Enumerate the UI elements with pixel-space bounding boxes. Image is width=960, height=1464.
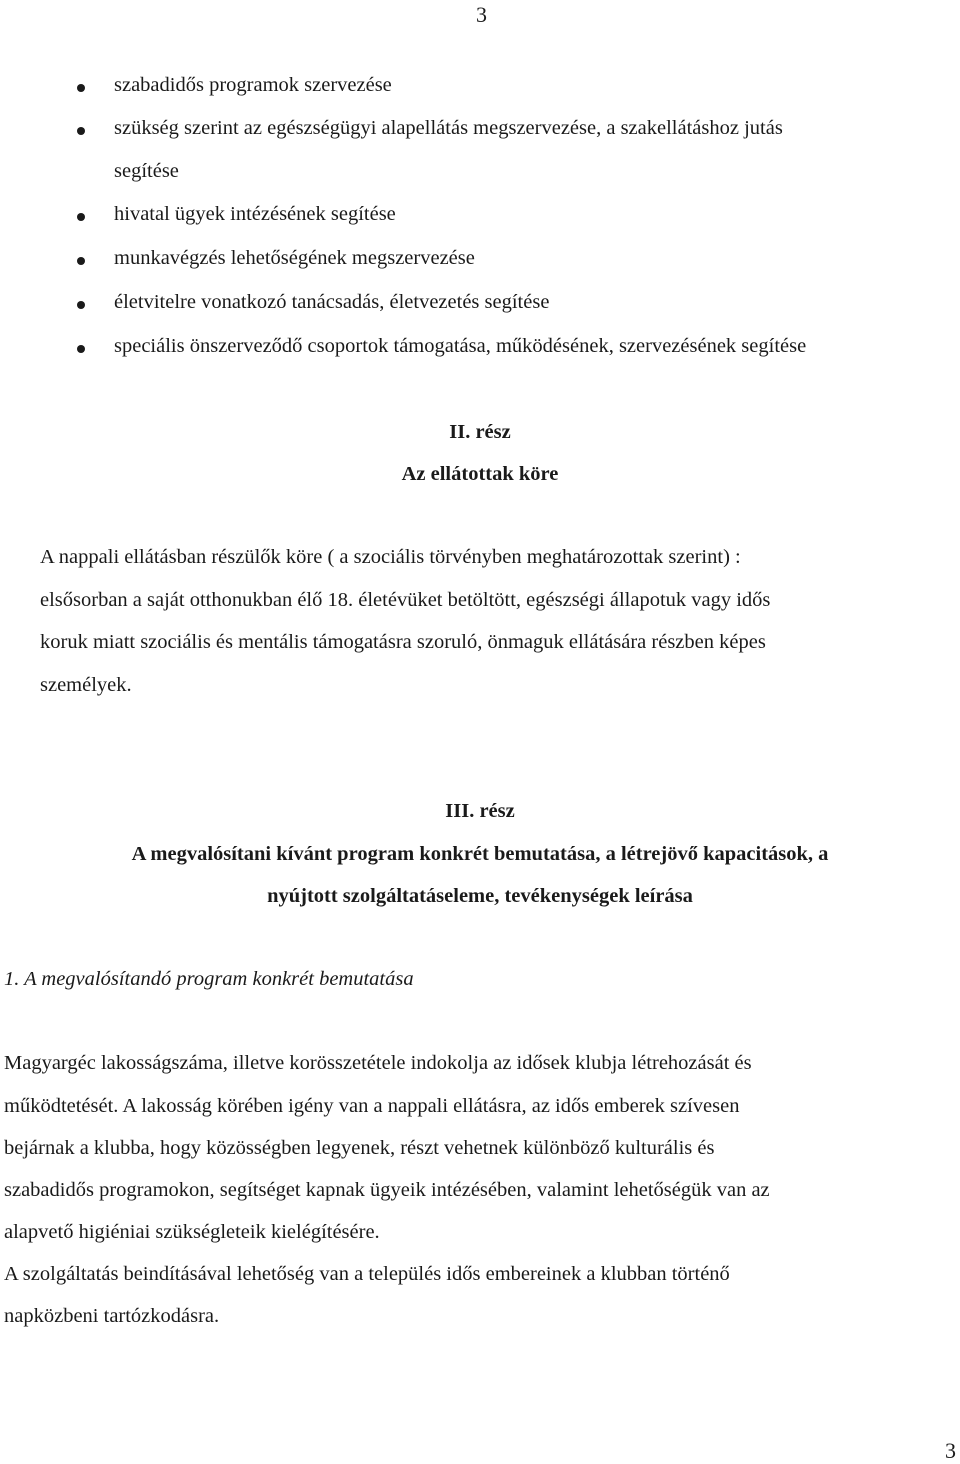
section-3-number: III. rész: [445, 800, 515, 822]
list-item-text: életvitelre vonatkozó tanácsadás, életvezetés segítése: [114, 291, 550, 313]
list-item-text: szabadidős programok szervezése: [114, 74, 392, 96]
section-3-title-line: A megvalósítani kívánt program konkrét bemutatása, a létrejövő kapacitások, a: [131, 843, 829, 865]
list-item-text: segítése: [114, 160, 179, 182]
list-item-text: szükség szerint az egészségügyi alapellátás megszervezése, a szakellátáshoz jutás: [114, 117, 783, 139]
bullet-icon: [77, 127, 85, 135]
bullet-icon: [77, 345, 85, 353]
paragraph-line: Magyargéc lakosságszáma, illetve korösszetétele indokolja az idősek klubja létrehozását és: [4, 1052, 752, 1074]
subsection-heading: 1. A megvalósítandó program konkrét bemutatása: [4, 968, 414, 990]
paragraph-line: elsősorban a saját otthonukban élő 18. életévüket betöltött, egészségi állapotuk vagy idős: [40, 589, 771, 611]
page-number-bottom: 3: [945, 1438, 956, 1463]
list-item-text: hivatal ügyek intézésének segítése: [114, 203, 396, 225]
paragraph-line: koruk miatt szociális és mentális támogatásra szoruló, önmaguk ellátására részben képes: [40, 631, 766, 653]
paragraph-line: szabadidős programokon, segítséget kapnak ügyeik intézésében, valamint lehetőségük van az: [4, 1179, 770, 1201]
bullet-icon: [77, 213, 85, 221]
paragraph-line: alapvető higiéniai szükségleteik kielégítésére.: [4, 1221, 380, 1243]
bullet-icon: [77, 301, 85, 309]
list-item-text: speciális önszerveződő csoportok támogatása, működésének, szervezésének segítése: [114, 335, 807, 357]
list-item-text: munkavégzés lehetőségének megszervezése: [114, 247, 475, 269]
bullet-icon: [77, 84, 85, 92]
paragraph-line: működtetését. A lakosság körében igény van a nappali ellátásra, az idős emberek szívesen: [4, 1095, 740, 1117]
section-2-number: II. rész: [449, 421, 511, 443]
section-3-title-line: nyújtott szolgáltatáseleme, tevékenységek leírása: [267, 885, 693, 907]
paragraph-line: A szolgáltatás beindításával lehetőség van a település idős embereinek a klubban történő: [4, 1263, 730, 1285]
bullet-icon: [77, 257, 85, 265]
paragraph-line: A nappali ellátásban részülők köre ( a szociális törvényben meghatározottak szerint) :: [40, 546, 741, 568]
section-2-title: Az ellátottak köre: [401, 463, 559, 485]
page-number-top: 3: [476, 2, 487, 27]
paragraph-line: bejárnak a klubba, hogy közösségben legyenek, részt vehetnek különböző kulturális és: [4, 1137, 715, 1159]
paragraph-line: napközbeni tartózkodásra.: [4, 1305, 220, 1327]
paragraph-line: személyek.: [40, 674, 132, 696]
